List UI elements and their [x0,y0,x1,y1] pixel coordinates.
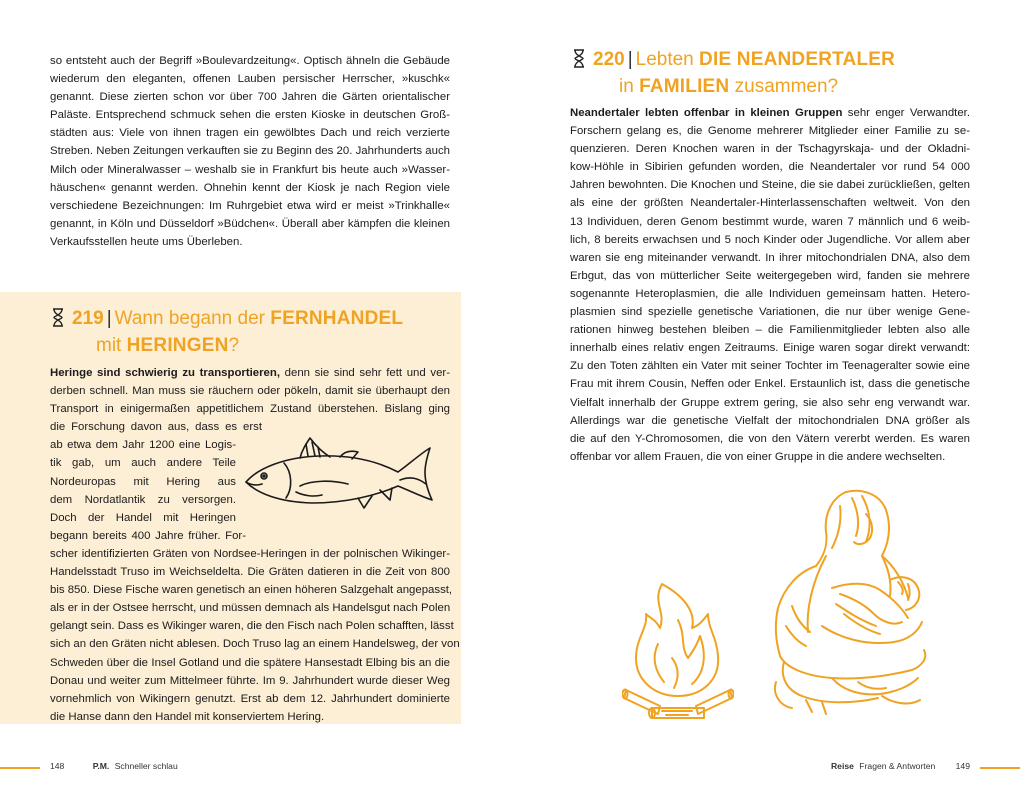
question-number: 220 [593,49,625,70]
answer-line: plasmien sind spezielle genetische Variationen, die nur über wenige Gene- [570,306,970,319]
heading-text: in [619,76,640,97]
answer-line: Frau mit ihrem Cousin, Neffen oder Enkel. Erstaunlich ist, dass die genetische [570,378,970,391]
answer-line: kow-Höhle in Sibirien gefunden worden, die Neandertaler vor rund 54 000 [570,161,970,174]
heading-text: zusammen? [729,76,839,97]
answer-line: Erbgut, das von mütterlicher Seite weitergegeben wird, fanden sie mehrere [570,269,970,282]
page-number: 149 [955,761,970,771]
answer-lead: Heringe sind schwierig zu transportieren, [50,367,281,379]
page-number: 148 [50,761,65,771]
hourglass-icon [573,49,585,75]
question-220-heading [573,48,973,99]
heading-text: Wann begann der [114,308,271,329]
intro-line: Streben. Neben Zeitungen verkauften sie zu Beginn des 20. Jahrhunderts auch [50,145,450,158]
answer-line: derben schnell. Man muss sie räuchern oder pökeln, damit sie überhaupt den [50,385,450,398]
answer-line: Forschern gelang es, die Genome mehrerer Mitglieder einer Familie zu se- [570,125,970,138]
answer-lead: Neandertaler lebten offenbar in kleinen Gruppen [570,107,843,119]
answer-line: innerhalb eines relativ engen Zeitraums. Einige waren sogar direkt verwandt: [570,342,970,355]
answer-line: sogenannte Heteroplasmien, die alle Individuen gemeinsam hatten. Hetero- [570,287,970,300]
heading-text: mit [96,335,127,356]
section-name: Reise [830,761,854,771]
heading-text: Lebten [635,49,700,70]
heading-keyword: DIE NEANDERTALER [699,49,896,70]
heading-keyword: FAMILIEN [639,76,730,97]
answer-line: die Hanse dann den Handel mit konserviertem Hering. [50,710,325,723]
answer-line: Vielfalt innerhalb der Gruppe extrem gering, sie also sehr eng verwandt war. [570,396,970,409]
question-219-answer [50,364,460,726]
answer-line: Allerdings war die genetische Vielfalt der mitochondrialen DNA größer als [570,414,970,427]
answer-line: bis 850. Diese Fische waren genetisch an einen höheren Salzgehalt angepasst, [50,584,453,597]
answer-line: Donau und weiter zum Mittelmeer führte. Im 9. Jahrhundert wurde dieser Weg [50,674,450,687]
answer-line: sich an den Gräten nicht ablesen. Doch Truso lag an einem Handelsweg, der von [50,638,460,651]
answer-line: Schweden über die Insel Gotland und die spätere Hansestadt Elbing bis an die [50,656,450,669]
intro-line: wiederum den eleganten, offenen Lauben persischer Herrscher, »kuschk« [50,73,450,86]
footer-left [50,760,178,772]
intro-line: genannt, in Köln und Düsseldorf »Büdchen«. Überall aber kämpfen die kleinen [50,217,450,230]
footer-rule-right [980,767,1020,769]
brand-name: P.M. [92,761,110,771]
herring-illustration [240,430,436,520]
answer-line: die Forschung davon aus, dass es erst [50,421,262,434]
answer-line: offenbar vor allem Frauen, die von einer Gruppe in die andere wechselten. [570,450,946,463]
answer-line: Jahren bewohnten. Die Knochen und Steine, die sie dabei zurückließen, gelten [570,179,970,192]
neanderthal-mother-illustration [762,486,934,716]
answer-line: scher identifizierten Gräten von Nordsee-Heringen in der polnischen Wikinger- [50,547,450,560]
answer-line: ab etwa dem Jahr 1200 eine Logis- [50,439,236,452]
question-number: 219 [72,308,104,329]
heading-keyword: FERNHANDEL [270,308,404,329]
intro-line: genannt. Diese zierten schon vor über 700 Jahren die Gärten orientalischer [50,91,450,104]
footer-rule-left [0,767,40,769]
answer-line: tik gab, um auch andere Teile [50,457,236,470]
hourglass-icon [52,308,64,334]
intro-line: so entsteht auch der Begriff »Boulevardzeitung«. Optisch ähneln die Gebäude [50,55,450,67]
intro-line: Paläste. Entsprechend schmuck sehen die ersten Kioske in deutschen Groß- [50,109,450,122]
answer-line: waren sie eng miteinander verwandt. In ihrer mitochondrialen DNA, also dem [570,251,970,264]
book-title: Schneller schlau [114,761,178,771]
answer-line: als er in der Ostsee herrscht, und müssen demnach als Handelsgut nach Polen [50,602,451,615]
answer-line: die auf den Y-Chromosomen, die von den Vätern vererbt werden. Es waren [570,432,970,445]
answer-line: denn sie sind sehr fett und ver- [280,367,450,379]
answer-line: Doch der Handel mit Heringen [50,511,236,524]
intro-line: Milch oder Mineralwasser – weshalb sie in Frankfurt bis heute auch »Wasser- [50,163,450,176]
intro-line: Verkaufsstellen heute ums Überleben. [50,235,243,248]
left-intro-text [50,52,450,251]
answer-line: als eine der größten Neandertaler-Hinterlassenschaften weltweit. Von den [570,197,970,210]
answer-line: quenzieren. Deren Knochen waren in der Tschagyrskaja- und der Okladni- [570,143,970,156]
answer-line: 13 Individuen, deren Genom bestimmt wurde, waren 7 männlich und 6 weib- [570,215,970,228]
intro-line: verschiedene Bezeichnungen: Im Ruhrgebiet etwa wird er meist »Trinkhalle« [50,199,450,212]
answer-line: begann bereits 400 Jahre früher. For- [50,529,246,542]
answer-line: vornehmlich von Wikingern genutzt. Erst ab dem 12. Jahrhundert dominierte [50,692,450,705]
answer-line: sehr enger Verwandter. [842,107,970,119]
answer-line: Zu den Toten zählten ein Vater mit seiner Tochter im Teenageralter sowie eine [570,360,970,373]
heading-separator: | [627,49,633,70]
intro-line: städten aus: Viele von ihnen tragen ein gewölbtes Dach und reich verzierte [50,127,450,140]
section-title: Fragen & Antworten [859,761,936,771]
answer-line: Transport in einigermaßen appetitlichem Zustand überstehen. Bislang ging [50,403,450,416]
question-219-heading [52,307,452,358]
footer-right [831,760,970,772]
campfire-illustration [622,580,734,728]
answer-line: Handelsstadt Truso im Weichseldelta. Die Gräten datieren in die Zeit von 800 [50,566,450,579]
answer-line: lich, 8 bereits erwachsen und 5 noch Kinder oder Jugendliche. Vor allem aber [570,233,970,246]
heading-text: ? [228,335,240,356]
question-220-answer [570,104,970,466]
answer-line: gelangt sein. Dass es Wikinger waren, die den Fisch nach Polen schafften, lässt [50,620,454,633]
heading-keyword: HERINGEN [126,335,229,356]
heading-separator: | [106,308,112,329]
answer-line: dem Nordatlantik zu versorgen. [50,493,236,506]
intro-line: häuschen« genannt werden. Ohnehin kennt der Kiosk je nach Region viele [50,181,450,194]
answer-line: rationen hinweg bestehen bleiben – die Familienmitglieder lebten also alle [570,324,970,337]
answer-line: Nordeuropas mit Hering aus [50,475,236,488]
